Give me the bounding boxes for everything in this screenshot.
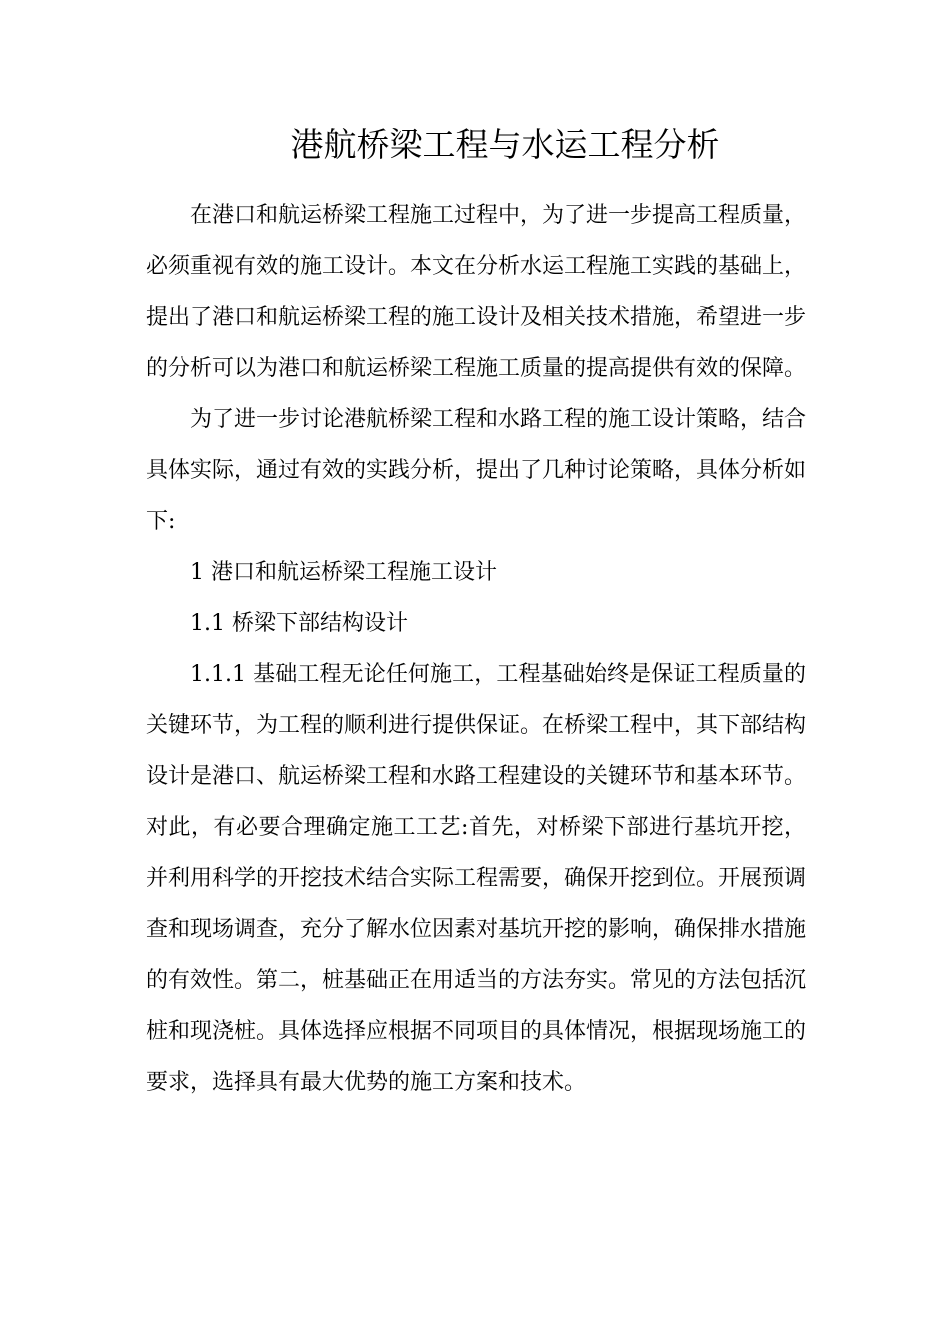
paragraph-foundation: 1.1.1 基础工程无论任何施工，工程基础始终是保证工程质量的关键环节，为工程的顺利进行提供保证。在桥梁工程中，其下部结构设计是港口、航运桥梁工程和水路工程建设的关键环节和基本环节。对此，有必要合理确定施工工艺:首先，对桥梁下部进行基坑开挖，并利用科学的开挖技术结合实际工程需要，确保开挖到位。开展预调查和现场调查，充分了解水位因素对基坑开挖的影响，确保排水措施的有效性。第二，桩基础正在用适当的方法夯实。常见的方法包括沉桩和现浇桩。具体选择应根据不同项目的具体情况，根据现场施工的要求，选择具有最大优势的施工方案和技术。 (146, 662, 807, 1095)
section-heading-1: 1 港口和航运桥梁工程施工设计 (190, 560, 497, 585)
document-body (146, 190, 806, 1108)
paragraph-intro: 在港口和航运桥梁工程施工过程中，为了进一步提高工程质量，必须重视有效的施工设计。本文在分析水运工程施工实践的基础上，提出了港口和航运桥梁工程的施工设计及相关技术措施，希望进一步的分析可以为港口和航运桥梁工程施工质量的提高提供有效的保障。 (146, 203, 807, 381)
section-heading-1-1: 1.1 桥梁下部结构设计 (190, 611, 408, 636)
document-title: 港航桥梁工程与水运工程分析 (290, 125, 720, 164)
paragraph-discussion: 为了进一步讨论港航桥梁工程和水路工程的施工设计策略，结合具体实际，通过有效的实践分析，提出了几种讨论策略，具体分析如下: (146, 407, 807, 534)
